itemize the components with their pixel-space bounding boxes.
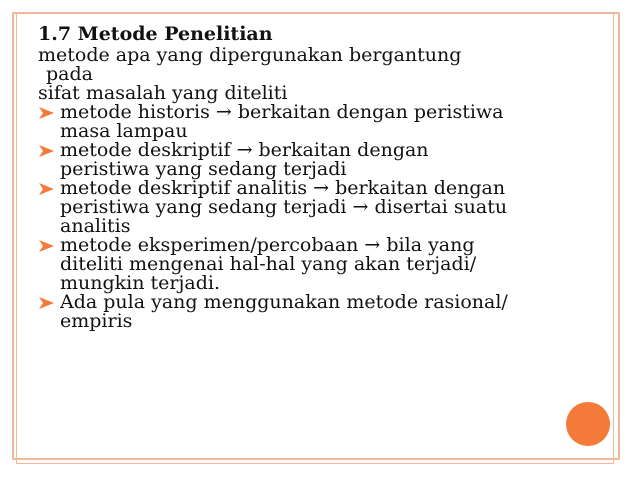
list-item-text: diteliti mengenai hal-hal yang akan terjadi/ (60, 253, 477, 275)
right-arrow-icon: → (215, 101, 232, 123)
right-arrow-icon: → (313, 177, 330, 199)
list-item-line (60, 198, 598, 217)
list-item-text: metode deskriptif (60, 139, 237, 161)
list-item-text: peristiwa yang sedang terjadi (60, 158, 347, 180)
list-item (38, 103, 598, 141)
list-item-text: Ada pula yang menggunakan metode rasional/ (60, 291, 508, 313)
intro-text (38, 46, 598, 103)
bullet-arrow-icon (38, 238, 56, 254)
list-item-text: peristiwa yang sedang terjadi (60, 196, 353, 218)
intro-line-1: metode apa yang dipergunakan bergantung (38, 44, 462, 66)
right-arrow-icon: → (236, 139, 253, 161)
bullet-arrow-icon (38, 181, 56, 197)
list-item (38, 141, 598, 179)
accent-circle (566, 402, 610, 446)
list-item-text: masa lampau (60, 120, 188, 142)
list-item (38, 236, 598, 293)
list-item-text: disertai suatu (368, 196, 508, 218)
right-arrow-icon: → (364, 234, 381, 256)
bullet-arrow-icon (38, 105, 56, 121)
right-arrow-icon: → (352, 196, 369, 218)
list-item-text: empiris (60, 310, 133, 332)
list-item (38, 179, 598, 236)
list-item-text: mungkin terjadi. (60, 272, 220, 294)
list-item-text: bila yang (380, 234, 475, 256)
list-item-text: berkaitan dengan (329, 177, 506, 199)
list-item (38, 293, 598, 331)
intro-line-2: pada (46, 63, 93, 85)
list-item-text: analitis (60, 215, 131, 237)
list-item-text: metode historis (60, 101, 216, 123)
list-item-text: metode eksperimen/percobaan (60, 234, 365, 256)
slide-title: 1.7 Metode Penelitian (38, 23, 273, 45)
bullet-arrow-icon (38, 295, 56, 311)
bullet-arrow-icon (38, 143, 56, 159)
slide-content (38, 22, 598, 331)
list-item-text: berkaitan dengan peristiwa (231, 101, 504, 123)
list-item-text: metode deskriptif analitis (60, 177, 314, 199)
list-item-text: berkaitan dengan (252, 139, 429, 161)
intro-line-3: sifat masalah yang diteliti (38, 82, 288, 104)
